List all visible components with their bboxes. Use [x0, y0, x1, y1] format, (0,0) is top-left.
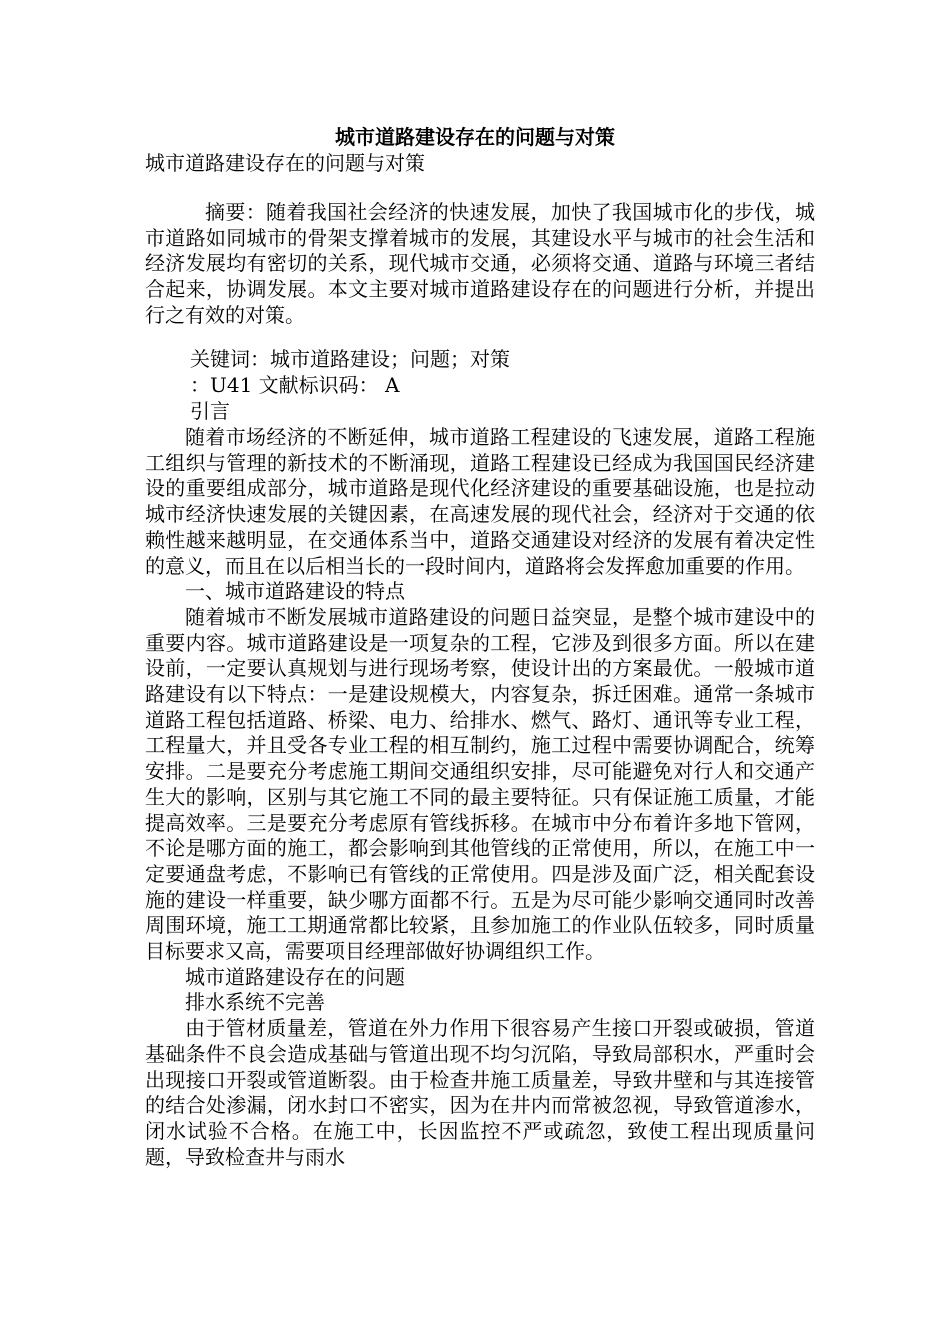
- intro-paragraph: 随着市场经济的不断延伸，城市道路工程建设的飞速发展，道路工程施工组织与管理的新技术的不断涌现，道路工程建设已经成为我国国民经济建设的重要组成部分，城市道路是现代化经济建设的重要基础设施，也是拉动城市经济快速发展的关键因素，在高速发展的现代社会，经济对于交通的依赖性越来越明显，在交通体系当中，道路交通建设对经济的发展有着决定性的意义，而且在以后相当长的一段时间内，道路将会发挥愈加重要的作用。: [145, 425, 815, 578]
- section2-heading: 城市道路建设存在的问题: [185, 964, 405, 989]
- intro-heading: 引言: [190, 399, 230, 423]
- section2-sub-heading: 排水系统不完善: [185, 990, 325, 1015]
- abstract-paragraph: 摘要：随着我国社会经济的快速发展，加快了我国城市化的步伐，城市道路如同城市的骨架支撑着城市的发展，其建设水平与城市的社会生活和经济发展均有密切的关系，现代城市交通，必须将交通、道路与环境三者结合起来，协调发展。本文主要对城市道路建设存在的问题进行分析，并提出行之有效的对策。: [145, 200, 815, 327]
- classification-line: ：U41 文献标识码： A: [190, 373, 400, 397]
- document-title: 城市道路建设存在的问题与对策: [335, 125, 615, 149]
- section1-heading: 一、城市道路建设的特点: [185, 579, 405, 604]
- keywords-line: 关键词：城市道路建设；问题；对策: [190, 347, 510, 371]
- document-subtitle: 城市道路建设存在的问题与对策: [145, 151, 425, 175]
- section2-paragraph: 由于管材质量差，管道在外力作用下很容易产生接口开裂或破损，管道基础条件不良会造成基础与管道出现不均匀沉陷，导致局部积水，严重时会出现接口开裂或管道断裂。由于检查井施工质量差，导致井壁和与其连接管的结合处渗漏，闭水封口不密实，因为在井内而常被忽视，导致管道渗水，闭水试验不合格。在施工中，长因监控不严或疏忽，致使工程出现质量问题，导致检查井与雨水: [145, 1016, 815, 1169]
- section1-paragraph: 随着城市不断发展城市道路建设的问题日益突显，是整个城市建设中的重要内容。城市道路建设是一项复杂的工程，它涉及到很多方面。所以在建设前，一定要认真规划与进行现场考察，使设计出的方案最优。一般城市道路建设有以下特点：一是建设规模大，内容复杂，拆迁困难。通常一条城市道路工程包括道路、桥梁、电力、给排水、燃气、路灯、通讯等专业工程，工程量大，并且受各专业工程的相互制约，施工过程中需要协调配合，统筹安排。二是要充分考虑施工期间交通组织安排，尽可能避免对行人和交通产生大的影响，区别与其它施工不同的最主要特征。只有保证施工质量，才能提高效率。三是要充分考虑原有管线拆移。在城市中分布着许多地下管网，不论是哪方面的施工，都会影响到其他管线的正常使用，所以，在施工中一定要通盘考虑，不影响已有管线的正常使用。四是涉及面广泛，相关配套设施的建设一样重要，缺少哪方面都不行。五是为尽可能少影响交通同时改善周围环境，施工工期通常都比较紧，且参加施工的作业队伍较多，同时质量目标要求又高，需要项目经理部做好协调组织工作。: [145, 604, 815, 964]
- main-body: [145, 425, 815, 1170]
